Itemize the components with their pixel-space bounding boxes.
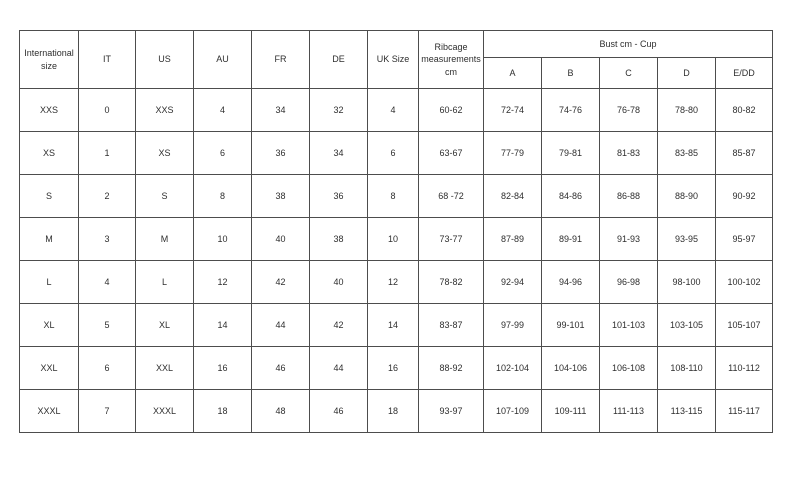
- col-header-international-size: International size: [20, 31, 79, 89]
- table-row: [20, 89, 773, 132]
- col-header-cup-edd: E/DD: [716, 58, 773, 89]
- table-cell: 84-86: [542, 175, 600, 218]
- table-row: [20, 218, 773, 261]
- table-cell: 103-105: [658, 304, 716, 347]
- table-cell: 83-85: [658, 132, 716, 175]
- table-cell: 108-110: [658, 347, 716, 390]
- table-cell: 76-78: [600, 89, 658, 132]
- table-cell: 4: [194, 89, 252, 132]
- table-cell: 14: [194, 304, 252, 347]
- table-cell: 92-94: [484, 261, 542, 304]
- col-header-cup-c: C: [600, 58, 658, 89]
- table-cell: XXXL: [136, 390, 194, 433]
- table-cell: 38: [252, 175, 310, 218]
- table-cell: 110-112: [716, 347, 773, 390]
- col-header-ribcage: Ribcage measurements cm: [419, 31, 484, 89]
- table-cell: 18: [368, 390, 419, 433]
- table-cell: 72-74: [484, 89, 542, 132]
- table-row: [20, 304, 773, 347]
- table-cell: 93-97: [419, 390, 484, 433]
- table-cell: 111-113: [600, 390, 658, 433]
- table-cell: 68 -72: [419, 175, 484, 218]
- table-cell: 12: [194, 261, 252, 304]
- table-cell: 86-88: [600, 175, 658, 218]
- col-header-fr: FR: [252, 31, 310, 89]
- table-cell: 4: [368, 89, 419, 132]
- table-cell: 63-67: [419, 132, 484, 175]
- table-cell: 78-80: [658, 89, 716, 132]
- table-cell: 4: [79, 261, 136, 304]
- table-cell: XL: [136, 304, 194, 347]
- table-cell: XXL: [136, 347, 194, 390]
- table-cell: 104-106: [542, 347, 600, 390]
- table-cell: 36: [252, 132, 310, 175]
- table-cell: 10: [194, 218, 252, 261]
- table-cell: 32: [310, 89, 368, 132]
- table-cell: 78-82: [419, 261, 484, 304]
- table-cell: XS: [20, 132, 79, 175]
- header-row-top: [20, 31, 773, 58]
- table-row: [20, 390, 773, 433]
- table-cell: 8: [194, 175, 252, 218]
- table-cell: 44: [252, 304, 310, 347]
- col-header-us: US: [136, 31, 194, 89]
- table-cell: 40: [310, 261, 368, 304]
- table-cell: 105-107: [716, 304, 773, 347]
- table-cell: S: [136, 175, 194, 218]
- table-cell: 34: [310, 132, 368, 175]
- col-header-au: AU: [194, 31, 252, 89]
- size-table-body: [20, 89, 773, 433]
- table-row: [20, 132, 773, 175]
- table-cell: 48: [252, 390, 310, 433]
- table-header: [20, 31, 773, 89]
- col-header-cup-a: A: [484, 58, 542, 89]
- table-cell: 12: [368, 261, 419, 304]
- table-cell: L: [20, 261, 79, 304]
- table-cell: 42: [310, 304, 368, 347]
- col-header-cup-b: B: [542, 58, 600, 89]
- table-cell: 6: [194, 132, 252, 175]
- table-cell: XXS: [20, 89, 79, 132]
- table-cell: 16: [368, 347, 419, 390]
- table-cell: 6: [368, 132, 419, 175]
- table-cell: 94-96: [542, 261, 600, 304]
- table-cell: 106-108: [600, 347, 658, 390]
- table-cell: 1: [79, 132, 136, 175]
- table-cell: 14: [368, 304, 419, 347]
- table-cell: 109-111: [542, 390, 600, 433]
- table-cell: L: [136, 261, 194, 304]
- table-cell: 101-103: [600, 304, 658, 347]
- table-cell: 16: [194, 347, 252, 390]
- table-cell: 2: [79, 175, 136, 218]
- table-cell: 42: [252, 261, 310, 304]
- table-cell: 46: [310, 390, 368, 433]
- table-cell: S: [20, 175, 79, 218]
- table-cell: 18: [194, 390, 252, 433]
- table-cell: 0: [79, 89, 136, 132]
- table-cell: 97-99: [484, 304, 542, 347]
- table-cell: 89-91: [542, 218, 600, 261]
- table-cell: 5: [79, 304, 136, 347]
- table-cell: 99-101: [542, 304, 600, 347]
- table-row: [20, 175, 773, 218]
- table-cell: 81-83: [600, 132, 658, 175]
- table-cell: XXL: [20, 347, 79, 390]
- table-cell: 79-81: [542, 132, 600, 175]
- col-header-it: IT: [79, 31, 136, 89]
- table-cell: 46: [252, 347, 310, 390]
- col-header-de: DE: [310, 31, 368, 89]
- table-cell: M: [20, 218, 79, 261]
- table-cell: 36: [310, 175, 368, 218]
- table-cell: 98-100: [658, 261, 716, 304]
- table-cell: 83-87: [419, 304, 484, 347]
- table-cell: 38: [310, 218, 368, 261]
- table-cell: 90-92: [716, 175, 773, 218]
- table-cell: 100-102: [716, 261, 773, 304]
- table-cell: 107-109: [484, 390, 542, 433]
- table-cell: 113-115: [658, 390, 716, 433]
- table-cell: 73-77: [419, 218, 484, 261]
- table-cell: 60-62: [419, 89, 484, 132]
- table-cell: 7: [79, 390, 136, 433]
- table-cell: 80-82: [716, 89, 773, 132]
- table-cell: 88-92: [419, 347, 484, 390]
- table-cell: 115-117: [716, 390, 773, 433]
- table-cell: 44: [310, 347, 368, 390]
- table-cell: 87-89: [484, 218, 542, 261]
- table-cell: 40: [252, 218, 310, 261]
- table-row: [20, 261, 773, 304]
- table-cell: XL: [20, 304, 79, 347]
- table-cell: 102-104: [484, 347, 542, 390]
- table-cell: 3: [79, 218, 136, 261]
- table-cell: 88-90: [658, 175, 716, 218]
- table-row: [20, 347, 773, 390]
- table-cell: 77-79: [484, 132, 542, 175]
- table-cell: 91-93: [600, 218, 658, 261]
- size-chart-table: [19, 30, 773, 433]
- col-header-uk-size: UK Size: [368, 31, 419, 89]
- table-cell: 34: [252, 89, 310, 132]
- table-cell: 74-76: [542, 89, 600, 132]
- table-cell: 85-87: [716, 132, 773, 175]
- table-cell: 8: [368, 175, 419, 218]
- table-cell: 95-97: [716, 218, 773, 261]
- table-cell: 6: [79, 347, 136, 390]
- table-cell: XXS: [136, 89, 194, 132]
- table-cell: 93-95: [658, 218, 716, 261]
- table-cell: 82-84: [484, 175, 542, 218]
- col-header-bust-cup-group: Bust cm - Cup: [484, 31, 773, 58]
- table-cell: XXXL: [20, 390, 79, 433]
- col-header-cup-d: D: [658, 58, 716, 89]
- table-cell: M: [136, 218, 194, 261]
- table-cell: XS: [136, 132, 194, 175]
- table-cell: 10: [368, 218, 419, 261]
- table-cell: 96-98: [600, 261, 658, 304]
